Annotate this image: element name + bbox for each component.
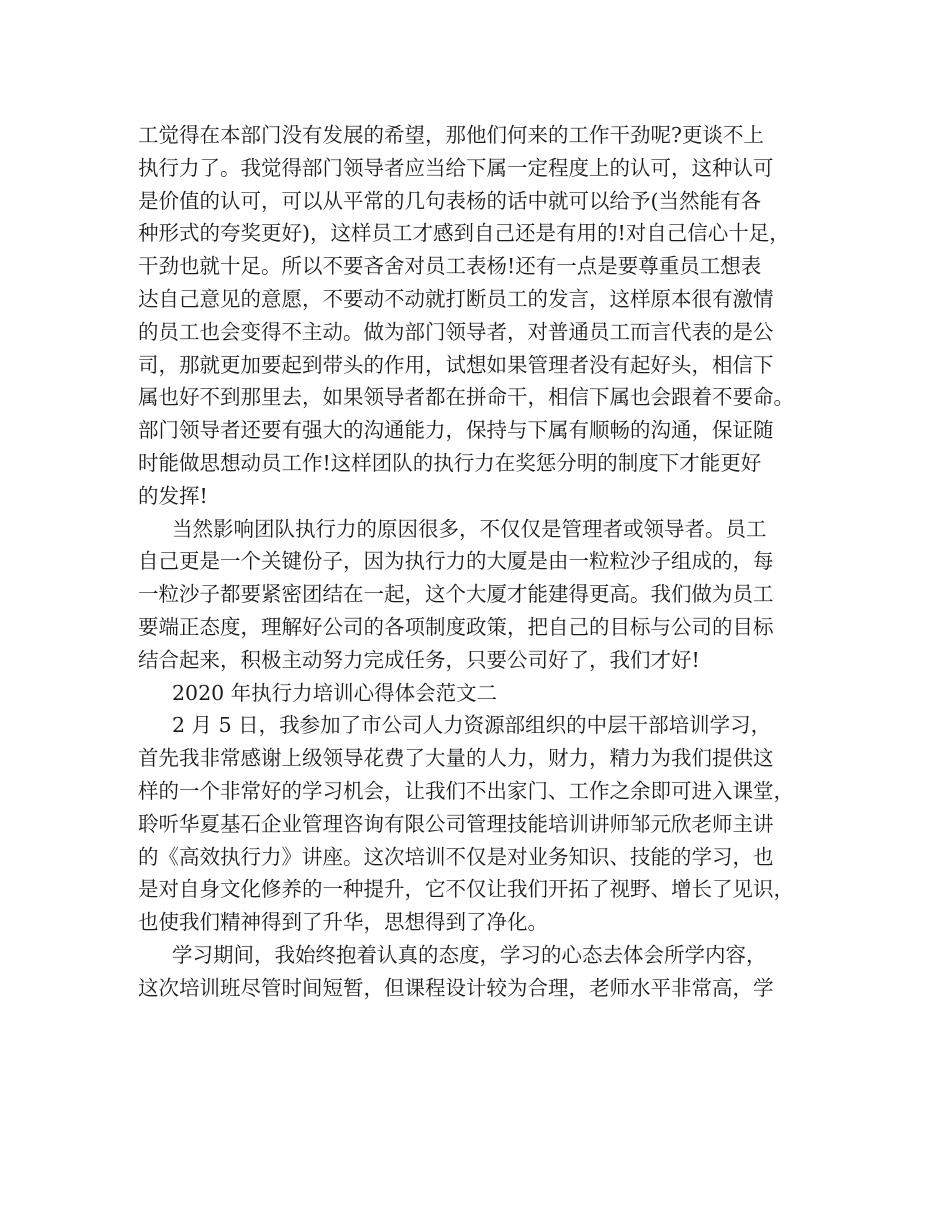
text-line: 司，那就更加要起到带头的作用，试想如果管理者没有起好头，相信下 (138, 352, 774, 377)
text-line: 自己更是一个关键份子，因为执行力的大厦是由一粒粒沙子组成的，每 (138, 549, 774, 574)
text-line: 结合起来，积极主动努力完成任务，只要公司好了，我们才好! (138, 647, 700, 672)
text-line: 是对自身文化修养的一种提升，它不仅让我们开拓了视野、增长了见识， (138, 877, 794, 902)
text-line: 执行力了。我觉得部门领导者应当给下属一定程度上的认可，这种认可 (138, 155, 774, 180)
text-line: 工觉得在本部门没有发展的希望，那他们何来的工作干劲呢?更谈不上 (138, 123, 764, 147)
body-text (138, 119, 828, 1005)
text-line: 的员工也会变得不主动。做为部门领导者，对普通员工而言代表的是公 (138, 319, 774, 344)
text-line: 首先我非常感谢上级领导花费了大量的人力，财力，精力为我们提供这 (138, 746, 774, 771)
text-line: 样的一个非常好的学习机会，让我们不出家门、工作之余即可进入课堂， (138, 778, 794, 803)
text-line: 2020 年执行力培训心得体会范文二 (172, 680, 498, 705)
text-line: 2 月 5 日，我参加了市公司人力资源部组织的中层干部培训学习， (172, 713, 772, 738)
text-line: 也使我们精神得到了升华，思想得到了净化。 (138, 910, 548, 935)
text-line: 干劲也就十足。所以不要吝舍对员工表杨!还有一点是要尊重员工想表 (138, 254, 762, 279)
text-line: 时能做思想动员工作!这样团队的执行力在奖惩分明的制度下才能更好 (138, 450, 762, 475)
text-line: 聆听华夏基石企业管理咨询有限公司管理技能培训讲师邹元欣老师主讲 (138, 811, 774, 836)
text-line: 达自己意见的意愿，不要动不动就打断员工的发言，这样原本很有激情 (138, 286, 774, 311)
text-line: 当然影响团队执行力的原因很多，不仅仅是管理者或领导者。员工 (172, 516, 767, 541)
text-line: 是价值的认可，可以从平常的几句表杨的话中就可以给予(当然能有各 (138, 188, 761, 213)
text-line: 学习期间，我始终抱着认真的态度，学习的心态去体会所学内容， (172, 942, 767, 967)
text-line: 一粒沙子都要紧密团结在一起，这个大厦才能建得更高。我们做为员工 (138, 582, 774, 607)
text-line: 部门领导者还要有强大的沟通能力，保持与下属有顺畅的沟通，保证随 (138, 418, 774, 443)
text-line: 的《高效执行力》讲座。这次培训不仅是对业务知识、技能的学习，也 (138, 844, 774, 869)
text-line: 种形式的夸奖更好)，这样员工才感到自己还是有用的!对自己信心十足， (138, 221, 790, 246)
text-line: 要端正态度，理解好公司的各项制度政策，把自己的目标与公司的目标 (138, 614, 774, 639)
text-line: 属也好不到那里去，如果领导者都在拼命干，相信下属也会跟着不要命。 (138, 385, 794, 410)
text-line: 这次培训班尽管时间短暂，但课程设计较为合理，老师水平非常高，学 (138, 975, 774, 1000)
text-line: 的发挥! (138, 483, 208, 508)
